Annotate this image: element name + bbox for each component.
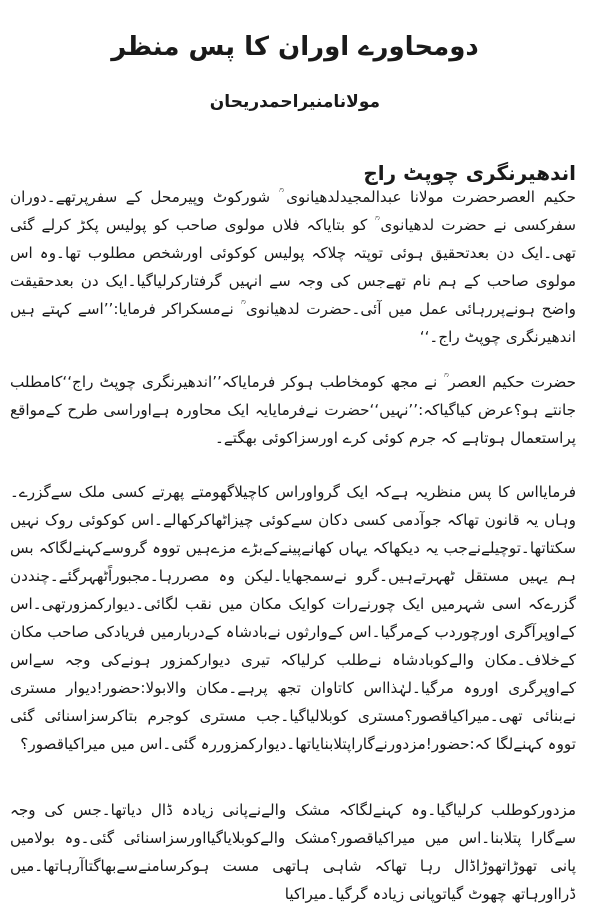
paragraph: مزدورکوطلب کرلیاگیا۔وہ کہنےلگاکہ مشک والےنےپانی زیادہ ڈال دیاتھا۔جس کی وجہ سےگارا پتلابنا۔اس میں میراکیاقصور؟مشک والےکوبلایاگیااورسزاسنائی گئی۔وہ بولامیں پانی تھوڑاتھوڑاڈال رہا تھاکہ شاہی ہاتھی مست ہوکرسامنےسےبھاگتاآرہاتھا۔میں ڈرااورہاتھ چھوٹ گیاتوپانی زیادہ گرگیا۔میراکیا bbox=[10, 801, 576, 903]
paragraph: فرمایااس کا پس منظریہ ہےکہ ایک گرواوراس کاچیلاگھومتے پھرتے کسی ملک سےگزرے۔وہاں یہ قانون تھاکہ جوآدمی کسی دکان سےکوئی چیزاٹھاکرکھالے۔اس کوکوئی روک نہیں سکتاتھا۔توچیلےنےجب یہ دیکھاکہ یہاں کھانےپینےکےبڑے مزےہیں تووہ گروسےکہنےلگاکہ بس ہم یہیں مستقل ٹھہرتےہیں۔گرو نےسمجھایا۔لیکن وہ مصررہا۔مجبوراًٹھہرگئے۔چنددن گزرےکہ اسی شہرمیں ایک چورنےرات کوایک مکان میں نقب لگائی۔دیوارکمزورتھی۔اس کےاوپرآگری اورچوردب کےمرگیا۔اس کےوارثوں نےبادشاہ کےدربارمیں فریادکی صاحب مکان کےخلاف۔مکان والےکوبادشاہ نےطلب کرلیاکہ تیری دیوارکمزور ہونےکی وجہ سےاس کےاوپرگری اوروہ مرگیا۔لہٰذااس کاتاوان تجھ پرہے۔مکان والابولا:حضور!دیوار مستری نےبنائی تھی۔میراکیاقصور؟مستری کوبلالیاگیا۔جب مستری کوجرم بتاکرسزاسنائی گئی تووہ کہنےلگا کہ:حضور!مزدورنےگاراپتلابنایاتھا۔دیوارکمزوررہ گئی۔اس میں میراکیاقصور؟ bbox=[10, 483, 576, 753]
section-heading: اندھیرنگری چوپٹ راج bbox=[363, 161, 576, 185]
article-title: دومحاورے اوران کا پس منظر bbox=[111, 32, 479, 62]
author-name: مولانامنیراحمدریحان bbox=[209, 92, 380, 112]
paragraph: حکیم العصرحضرت مولانا عبدالمجیدلدھیانوی ؒ شورکوٹ وپیرمحل کے سفرپرتھے۔دوران سفرکسی نے حضرت لدھیانوی ؒ کو بتایاکہ فلاں مولوی صاحب کو پولیس پکڑ کرلے گئی تھی۔ایک دن بعدتحقیق ہوئی توپتہ چلاکہ پولیس کوکوئی اورشخص مطلوب تھا۔وہ اس مولوی صاحب کے ہم نام تھےجس کی وجہ سے انہیں گرفتارکرلیاگیا۔ایک دن بعدحقیقت واضح ہونےپررہائی عمل میں آئی۔حضرت لدھیانوی ؒ نےمسکراکر فرمایا:’’اسے کہتے ہیں اندھیرنگری چوپٹ راج۔‘‘ bbox=[10, 188, 576, 346]
paragraph: حضرت حکیم العصر ؒ نے مجھ کومخاطب ہوکر فرمایاکہ’’اندھیرنگری چوپٹ راج‘‘کامطلب جانتے ہو؟عرض کیاگیاکہ:’’نہیں‘‘حضرت نےفرمایایہ ایک محاورہ ہےاوراسی طرح کےمواقع پراستعمال ہوتاہے کہ جرم کوئی کرے اورسزاکوئی بھگتے۔ bbox=[10, 373, 576, 447]
